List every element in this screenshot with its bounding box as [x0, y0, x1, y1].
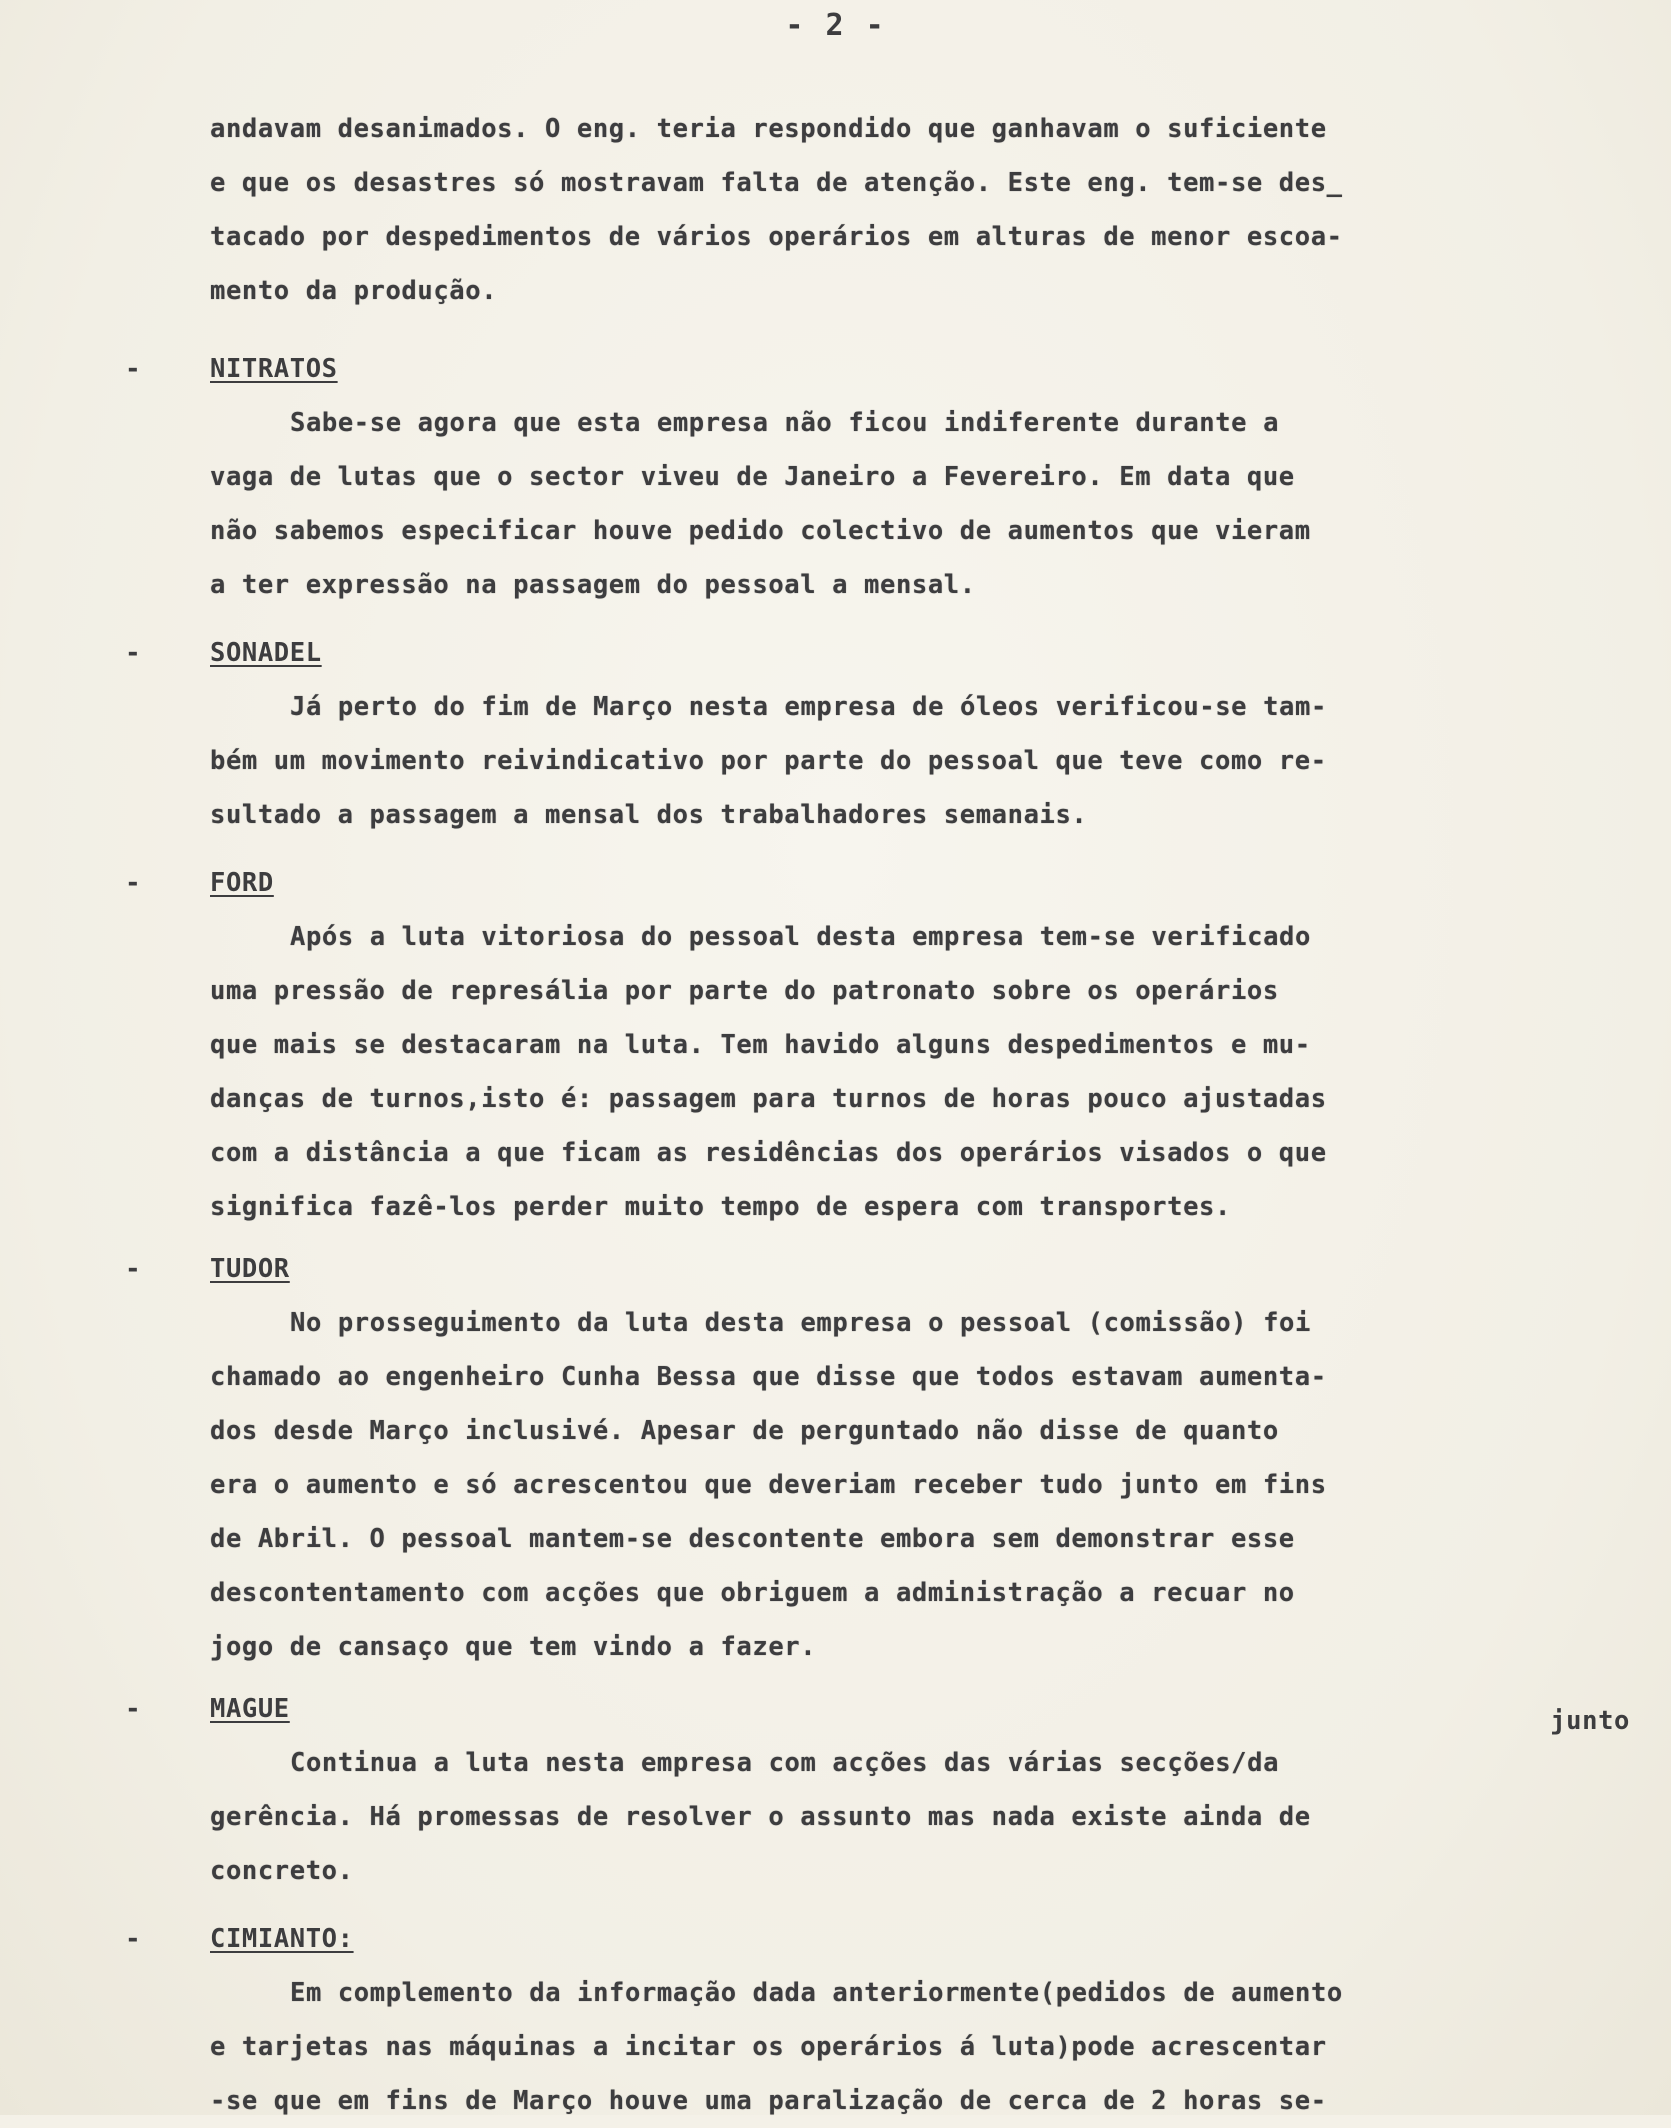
- intro-paragraph: [210, 102, 1650, 318]
- text-line: gerência. Há promessas de resolver o assunto mas nada existe ainda de: [210, 1802, 1311, 1832]
- text-line: que mais se destacaram na luta. Tem havido alguns despedimentos e mu-: [210, 1030, 1311, 1060]
- section-heading: TUDOR: [210, 1254, 290, 1284]
- section-sonadel: [125, 626, 1650, 842]
- text-line: vaga de lutas que o sector viveu de Janeiro a Fevereiro. Em data que: [210, 462, 1295, 492]
- text-line: era o aumento e só acrescentou que deveriam receber tudo junto em fins: [210, 1470, 1327, 1500]
- section-cimianto: [125, 1912, 1650, 2128]
- text-line: Continua a luta nesta empresa com acções das várias secções/da: [290, 1748, 1280, 1778]
- handwritten-insertion: junto: [1550, 1706, 1630, 1736]
- section-heading: MAGUE: [210, 1694, 290, 1724]
- section-ford: [125, 856, 1650, 1234]
- text-line: de Abril. O pessoal mantem-se descontente embora sem demonstrar esse: [210, 1524, 1295, 1554]
- text-line: a ter expressão na passagem do pessoal a mensal.: [210, 570, 976, 600]
- section-heading: NITRATOS: [210, 354, 338, 384]
- text-line: com a distância a que ficam as residências dos operários visados o que: [210, 1138, 1327, 1168]
- text-line: sultado a passagem a mensal dos trabalhadores semanais.: [210, 800, 1088, 830]
- bullet-dash: -: [125, 354, 141, 384]
- section-heading: SONADEL: [210, 638, 322, 668]
- text-line: No prosseguimento da luta desta empresa o pessoal (comissão) foi: [290, 1308, 1311, 1338]
- bullet-dash: -: [125, 1924, 141, 1954]
- text-line: chamado ao engenheiro Cunha Bessa que disse que todos estavam aumenta-: [210, 1362, 1327, 1392]
- bullet-dash: -: [125, 1694, 141, 1724]
- text-line: Já perto do fim de Março nesta empresa de óleos verificou-se tam-: [290, 692, 1327, 722]
- bullet-dash: -: [125, 868, 141, 898]
- text-line: não sabemos especificar houve pedido colectivo de aumentos que vieram: [210, 516, 1311, 546]
- text-line: Sabe-se agora que esta empresa não ficou indiferente durante a: [290, 408, 1280, 438]
- document-body: [125, 102, 1650, 2128]
- bullet-dash: -: [125, 638, 141, 668]
- text-line: bém um movimento reivindicativo por parte do pessoal que teve como re-: [210, 746, 1327, 776]
- text-line: danças de turnos,isto é: passagem para turnos de horas pouco ajustadas: [210, 1084, 1327, 1114]
- section-mague: [125, 1682, 1650, 1898]
- page-number: - 2 -: [785, 8, 886, 43]
- text-line: Após a luta vitoriosa do pessoal desta empresa tem-se verificado: [290, 922, 1311, 952]
- text-line: significa fazê-los perder muito tempo de espera com transportes.: [210, 1192, 1231, 1222]
- text-line: andavam desanimados. O eng. teria respondido que ganhavam o suficiente: [210, 114, 1327, 144]
- section-tudor: [125, 1242, 1650, 1674]
- text-line: -se que em fins de Março houve uma paralização de cerca de 2 horas se-: [210, 2086, 1327, 2116]
- text-line: mento da produção.: [210, 276, 498, 306]
- text-line: dos desde Março inclusivé. Apesar de perguntado não disse de quanto: [210, 1416, 1279, 1446]
- section-heading: CIMIANTO:: [210, 1924, 354, 1954]
- text-line: Em complemento da informação dada anteriormente(pedidos de aumento: [290, 1978, 1343, 2008]
- section-heading: FORD: [210, 868, 274, 898]
- section-nitratos: [125, 342, 1650, 612]
- text-line: jogo de cansaço que tem vindo a fazer.: [210, 1632, 817, 1662]
- text-line: descontentamento com acções que obriguem a administração a recuar no: [210, 1578, 1295, 1608]
- text-line: e tarjetas nas máquinas a incitar os operários á luta)pode acrescentar: [210, 2032, 1327, 2062]
- text-line: e que os desastres só mostravam falta de atenção. Este eng. tem-se des_: [210, 168, 1343, 198]
- text-line: uma pressão de represália por parte do patronato sobre os operários: [210, 976, 1279, 1006]
- text-line: concreto.: [210, 1856, 354, 1886]
- text-line: tacado por despedimentos de vários operários em alturas de menor escoa-: [210, 222, 1343, 252]
- bullet-dash: -: [125, 1254, 141, 1284]
